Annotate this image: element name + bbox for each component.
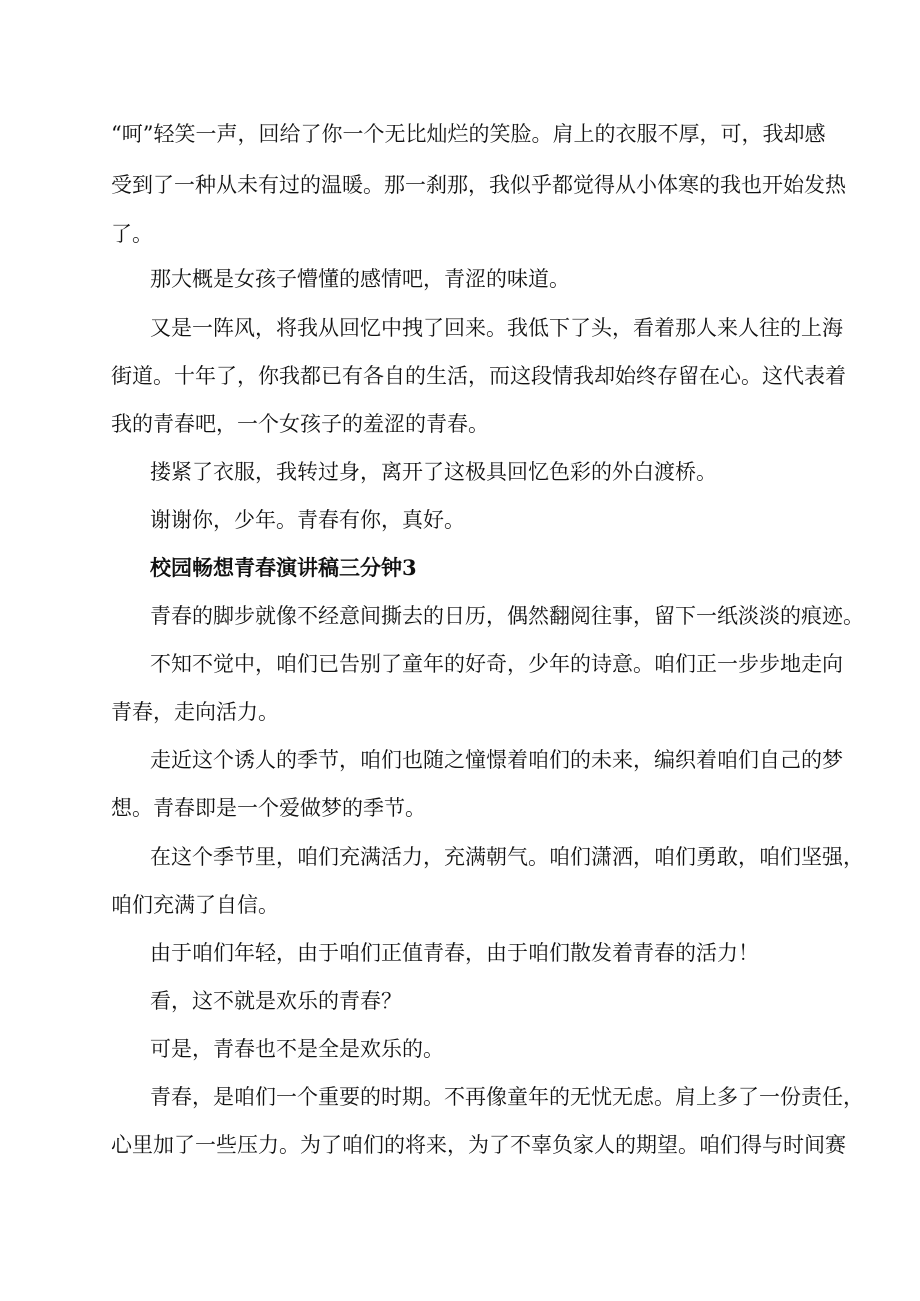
text-line: 咱们充满了自信。 <box>111 893 279 917</box>
section-heading: 校园畅想青春演讲稿三分钟3 <box>150 555 417 580</box>
text-line: 可是，青春也不是全是欢乐的。 <box>150 1037 444 1061</box>
text-line: 青春的脚步就像不经意间撕去的日历，偶然翻阅往事，留下一纸淡淡的痕迹。 <box>150 604 864 628</box>
text-line: 搂紧了衣服，我转过身，离开了这极具回忆色彩的外白渡桥。 <box>150 460 717 484</box>
text-line: “呵”轻笑一声，回给了你一个无比灿烂的笑脸。肩上的衣服不厚，可，我却感 <box>111 122 826 146</box>
text-line: 了。 <box>111 222 153 246</box>
text-line: 看，这不就是欢乐的青春？ <box>150 989 402 1013</box>
text-line: 受到了一种从未有过的温暖。那一刹那，我似乎都觉得从小体寒的我也开始发热 <box>111 173 846 197</box>
text-line: 心里加了一些压力。为了咱们的将来，为了不辜负家人的期望。咱们得与时间赛 <box>111 1133 846 1157</box>
text-line: 我的青春吧，一个女孩子的羞涩的青春。 <box>111 412 489 436</box>
text-line: 走近这个诱人的季节，咱们也随之憧憬着咱们的未来，编织着咱们自己的梦 <box>150 748 843 772</box>
text-line: 想。青春即是一个爱做梦的季节。 <box>111 796 426 820</box>
text-line: 又是一阵风，将我从回忆中拽了回来。我低下了头，看着那人来人往的上海 <box>150 316 843 340</box>
text-line: 不知不觉中，咱们已告别了童年的好奇，少年的诗意。咱们正一步步地走向 <box>150 652 843 676</box>
text-line: 由于咱们年轻，由于咱们正值青春，由于咱们散发着青春的活力！ <box>150 941 759 965</box>
text-line: 谢谢你，少年。青春有你，真好。 <box>150 508 465 532</box>
text-line: 街道。十年了，你我都已有各自的生活，而这段情我却始终存留在心。这代表着 <box>111 364 846 388</box>
text-line: 那大概是女孩子懵懂的感情吧，青涩的味道。 <box>150 267 570 291</box>
text-line: 青春，走向活力。 <box>111 700 279 724</box>
text-line: 在这个季节里，咱们充满活力，充满朝气。咱们潇洒，咱们勇敢，咱们坚强， <box>150 845 864 869</box>
text-line: 青春，是咱们一个重要的时期。不再像童年的无忧无虑。肩上多了一份责任， <box>150 1085 864 1109</box>
